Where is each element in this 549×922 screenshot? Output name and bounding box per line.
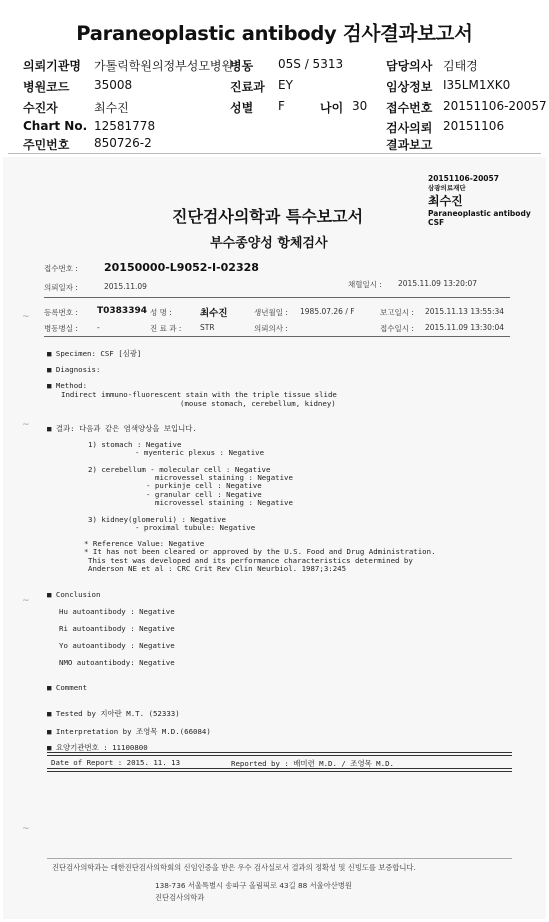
value-test-request: 20151106 [443, 119, 505, 133]
label-attending-doctor: 담당의사 [386, 59, 433, 73]
result-purkinje: - purkinje cell : Negative [146, 481, 262, 490]
report-subtitle: 부수종양성 항체검사 [210, 236, 328, 251]
receipt-label: 접수번호 : [44, 264, 78, 273]
rule [44, 336, 510, 337]
label-ward: 병동 [230, 59, 254, 73]
reported-by: Reported by : 배미련 M.D. / 조영목 M.D. [231, 759, 394, 768]
diagnosis-line: ■ Diagnosis: [47, 365, 101, 374]
footer-certification: 진단검사의학과는 대한진단검사의학회의 신임인증을 받은 우수 검사실로서 결과의 정확성 및 신빙도를 보증합니다. [52, 863, 416, 872]
value-age: 30 [352, 99, 368, 113]
method-text-2: (mouse stomach, cerebellum, kidney) [180, 399, 336, 408]
scan-mark-icon: ~ [22, 312, 30, 322]
scanned-report [3, 157, 546, 919]
result-heading: ■ 결과: 다음과 같은 염색양상을 보입니다. [47, 424, 197, 433]
result-stomach: 1) stomach : Negative [88, 440, 182, 449]
sample-date-label: 채혈일시 : [348, 280, 382, 289]
method-text-1: Indirect immuno-fluorescent stain with the triple tissue slide [61, 390, 337, 399]
citation: Anderson NE et al : CRC Crit Rev Clin Neurbiol. 1987;3:245 [88, 564, 347, 573]
request-date-label: 의뢰일자 : [44, 283, 78, 292]
value-attending-doctor: 김태경 [443, 59, 478, 73]
date-of-report: Date of Report : 2015. 11. 13 [51, 758, 181, 767]
value-receipt-number: 20151106-20057 [443, 99, 547, 113]
result-myenteric: - myenteric plexus : Negative [135, 448, 265, 457]
rule [44, 297, 510, 298]
conclusion-yo: Yo autoantibody : Negative [59, 641, 175, 650]
result-cerebellum-microvessel: microvessel staining : Negative [155, 473, 293, 482]
label-resident-number: 주민번호 [23, 138, 70, 152]
institution-code: ■ 요양기관번호 : 11100800 [47, 743, 148, 752]
label-sex: 성별 [230, 101, 254, 115]
birth-value: 1985.07.26 / F [300, 307, 355, 316]
scan-mark-icon: ~ [22, 420, 30, 430]
value-requesting-institution: 가톨릭학원의정부성모병원 [94, 59, 234, 73]
stamp-line-4: Paraneoplastic antibody [428, 209, 531, 218]
dept-label: 진 료 과 : [150, 324, 182, 333]
result-proximal-tubule: - proximal tubule: Negative [135, 523, 256, 532]
value-clinical-info: I35LM1XK0 [443, 78, 511, 92]
comment-heading: ■ Comment [47, 683, 88, 692]
fda-note: * It has not been cleared or approved by the U.S. Food and Drug Administration. [84, 547, 436, 556]
result-granular-microvessel: microvessel staining : Negative [155, 498, 293, 507]
result-cerebellum: 2) cerebellum - molecular cell : Negative [88, 465, 271, 474]
reg-number: T0383394 [97, 306, 147, 316]
header-divider [8, 153, 541, 154]
label-department: 진료과 [230, 80, 265, 94]
birth-label: 생년월일 : [254, 308, 288, 317]
conclusion-hu: Hu autoantibody : Negative [59, 607, 175, 616]
label-receipt-number: 접수번호 [386, 101, 433, 115]
report-time: 2015.11.13 13:55:34 [425, 307, 505, 316]
label-clinical-info: 임상정보 [386, 80, 433, 94]
interpretation-by: ■ Interpretation by 조영목 M.D.(66084) [47, 727, 211, 736]
result-granular: - granular cell : Negative [146, 490, 262, 499]
name-label: 성 명 : [150, 308, 172, 317]
value-chart-no: 12581778 [94, 119, 156, 133]
stamp-name: 최수진 [428, 194, 463, 208]
conclusion-ri: Ri autoantibody : Negative [59, 624, 175, 633]
sample-date: 2015.11.09 13:20:07 [398, 279, 478, 288]
tested-by: ■ Tested by 지아란 M.T. (52333) [47, 709, 180, 718]
specimen-line: ■ Specimen: CSF [심광] [47, 349, 142, 358]
result-kidney: 3) kidney(glomeruli) : Negative [88, 515, 226, 524]
value-sex: F [278, 99, 285, 113]
ward-label: 병동병실 : [44, 324, 78, 333]
lab-note: This test was developed and its performance characteristics determined by [88, 556, 413, 565]
value-resident-number: 850726-2 [94, 136, 152, 150]
reg-label: 등록번호 : [44, 308, 78, 317]
page-title: Paraneoplastic antibody 검사결과보고서 [76, 22, 473, 45]
report-title: 진단검사의학과 특수보고서 [172, 207, 364, 226]
label-chart-no: Chart No. [23, 119, 88, 133]
label-age: 나이 [320, 101, 344, 115]
stamp-line-1: 20151106-20057 [428, 174, 499, 183]
label-hospital-code: 병원코드 [23, 80, 70, 94]
receipt-number: 20150000-L9052-I-02328 [104, 261, 259, 274]
label-result-report: 결과보고 [386, 138, 433, 152]
value-department: EY [278, 78, 293, 92]
value-ward: 05S / 5313 [278, 57, 344, 71]
recv-time-label: 접수일시 : [380, 324, 414, 333]
double-rule [47, 752, 512, 756]
label-test-request: 검사의뢰 [386, 121, 433, 135]
scan-mark-icon: ~ [22, 596, 30, 606]
scan-mark-icon: ~ [22, 824, 30, 834]
reference-value: * Reference Value: Negative [84, 539, 205, 548]
doctor-label: 의뢰의사 : [254, 324, 288, 333]
recv-time: 2015.11.09 13:30:04 [425, 323, 505, 332]
stamp-line-5: CSF [428, 218, 445, 227]
method-line: ■ Method: [47, 381, 88, 390]
report-time-label: 보고일시 : [380, 308, 414, 317]
footer-department: 진단검사의학과 [155, 893, 205, 902]
conclusion-heading: ■ Conclusion [47, 590, 101, 599]
stamp-line-2: 삼광의료재단 [428, 184, 466, 192]
label-patient: 수진자 [23, 101, 58, 115]
conclusion-nmo: NMO autoantibody: Negative [59, 658, 175, 667]
footer-rule [47, 858, 512, 859]
label-requesting-institution: 의뢰기관명 [23, 59, 81, 73]
request-date: 2015.11.09 [104, 282, 147, 291]
footer-address: 138-736 서울특별시 송파구 올림픽로 43길 88 서울아산병원 [155, 881, 352, 890]
patient-name: 최수진 [200, 308, 228, 319]
double-rule [47, 768, 512, 772]
value-hospital-code: 35008 [94, 78, 133, 92]
ward-value: - [97, 323, 100, 332]
dept-value: STR [200, 323, 215, 332]
value-patient: 최수진 [94, 101, 129, 115]
